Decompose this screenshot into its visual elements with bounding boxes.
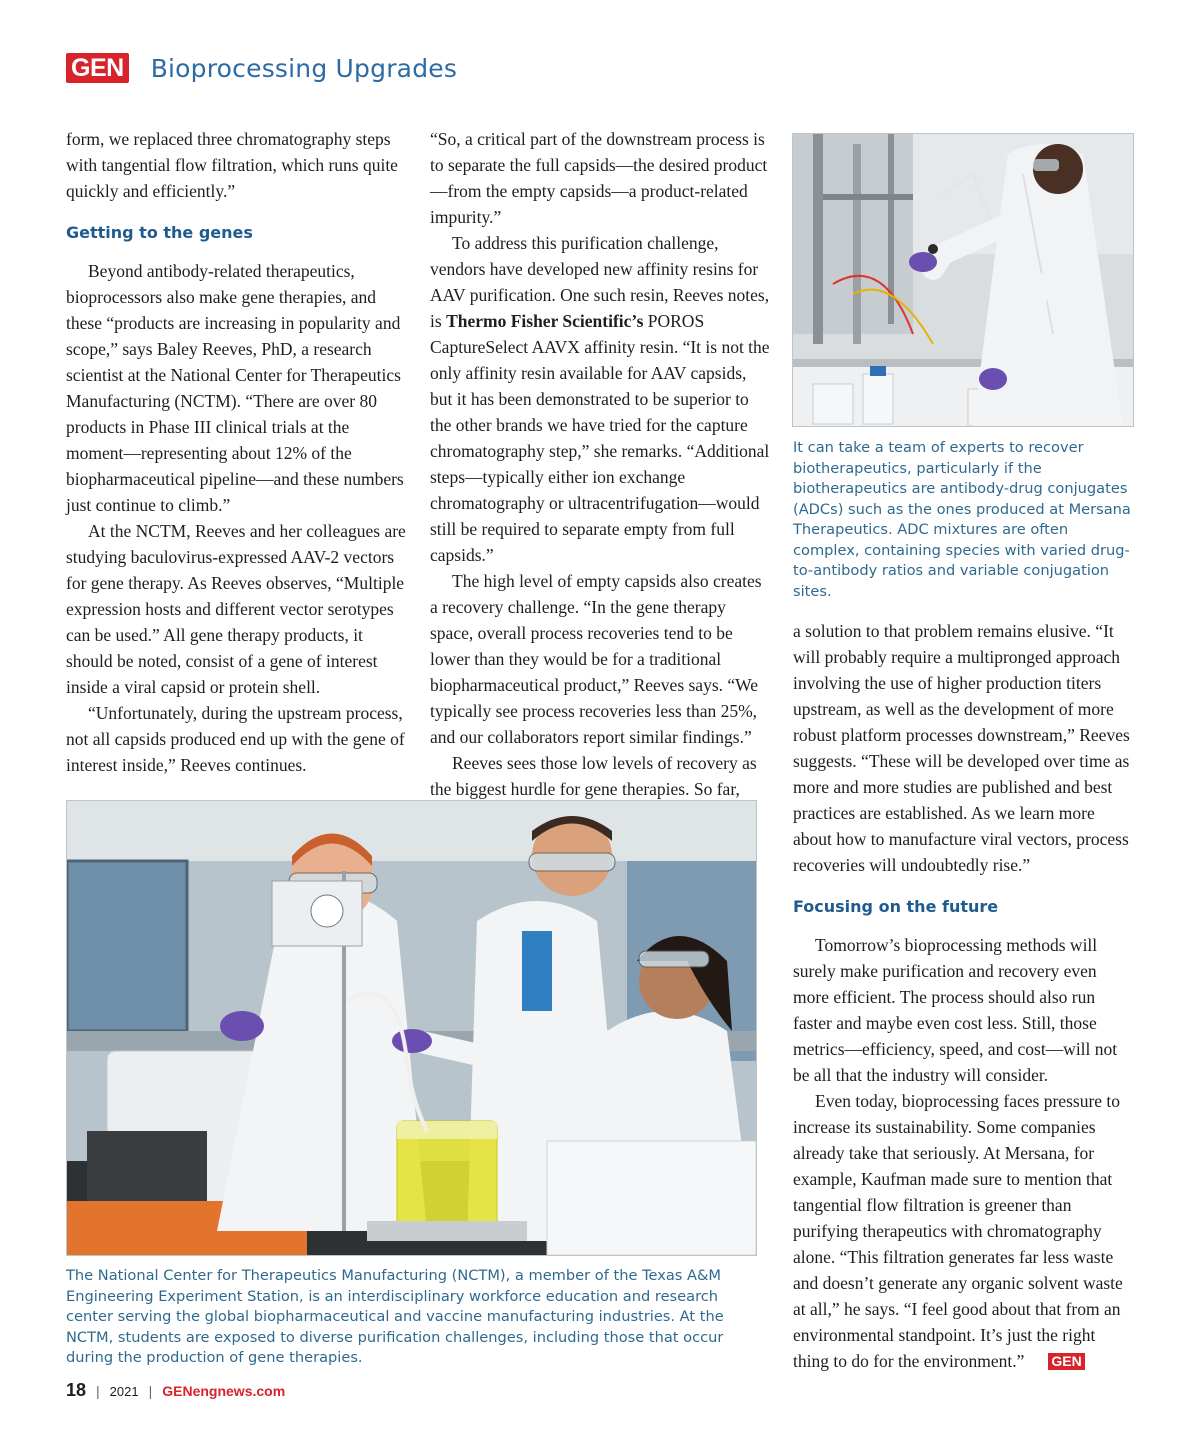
subhead-focusing-on-the-future: Focusing on the future	[793, 897, 999, 916]
paragraph: Tomorrow’s bioprocessing methods will surely make purification and recovery even more efficient. The process should also run faster and maybe even cost less. Still, those metrics—efficiency, speed, and cost—will not be all that the industry will consider.	[793, 935, 1118, 1085]
footer-divider: |	[96, 1383, 100, 1399]
lab-scientist-illustration	[793, 134, 1133, 426]
page-footer	[66, 1380, 285, 1401]
caption-top-right: It can take a team of experts to recover biotherapeutics, particularly if the biotherapeutics are antibody-drug conjugates (ADCs) such as the ones produced at Mersana Therapeutics. ADC mixtures are often complex, containing species with varied drug-to-antibody ratios and variable conjugation sites.	[793, 439, 1131, 600]
paragraph	[793, 1088, 1135, 1374]
footer-divider: |	[148, 1383, 153, 1399]
paragraph	[430, 230, 770, 568]
company-name: Thermo Fisher Scientific’s	[446, 311, 644, 331]
paragraph: Reeves sees those low levels of recovery as the biggest hurdle for gene therapies. So far,	[430, 753, 757, 799]
nctm-students-illustration	[67, 801, 756, 1255]
paragraph-text: To address this purification challenge, vendors have developed new affinity resins for AAV purification. One such resin, Reeves notes, is	[430, 233, 770, 331]
photo-nctm-students	[66, 800, 757, 1256]
footer-website-link[interactable]: GENengnews.com	[162, 1383, 286, 1399]
section-title: Bioprocessing Upgrades	[150, 53, 458, 83]
subhead-getting-to-the-genes: Getting to the genes	[66, 223, 253, 242]
paragraph: form, we replaced three chromatography steps with tangential flow filtration, which runs quite quickly and efficiently.”	[66, 129, 398, 201]
paragraph: “Unfortunately, during the upstream process, not all capsids produced end up with the gene of interest inside,” Reeves continues.	[66, 703, 405, 775]
gen-logo: GEN	[66, 53, 129, 83]
caption-bottom-left: The National Center for Therapeutics Manufacturing (NCTM), a member of the Texas A&M Engineering Experiment Station, is an interdisciplinary workforce education and research center serving the global biopharmaceutical and vaccine manufacturing industries. At the NCTM, students are exposed to diverse purification challenges, including those that occur during the production of gene therapies.	[66, 1267, 724, 1366]
paragraph: The high level of empty capsids also creates a recovery challenge. “In the gene therapy space, overall process recoveries tend to be lower than they would be for a traditional biopharmaceutical product,” Reeves says. “We typically see process recoveries less than 25%, and our collaborators report similar findings.”	[430, 571, 762, 747]
gen-end-mark-logo: GEN	[1048, 1353, 1084, 1370]
article-column-1	[66, 126, 408, 778]
paragraph: At the NCTM, Reeves and her colleagues are studying baculovirus-expressed AAV-2 vectors for gene therapy. As Reeves observes, “Multiple expression hosts and different vector serotypes can be used.” All gene therapy products, it should be noted, consist of a gene of interest inside a viral capsid or protein shell.	[66, 521, 406, 697]
paragraph: Beyond antibody-related therapeutics, bioprocessors also make gene therapies, and these “products are increasing in popularity and scope,” says Baley Reeves, PhD, a research scientist at the National Center for Therapeutics Manufacturing (NCTM). “There are over 80 products in Phase III clinical trials at the moment—representing about 12% of the biopharmaceutical pipeline—and these numbers just continue to climb.”	[66, 261, 404, 515]
page-header	[66, 50, 457, 86]
page-number: 18	[66, 1380, 87, 1400]
article-column-2	[430, 126, 770, 802]
article-column-3	[793, 618, 1135, 1374]
paragraph-text: POROS CaptureSelect AAVX affinity resin. “It is not the only affinity resin available for AAV capsids, but it has been demonstrated to be superior to the other brands we have tried for the capture chromatography step,” she remarks. “Additional steps—typically either ion exchange chromatography or ultracentrifugation—would still be required to separate empty from full capsids.”	[430, 311, 770, 565]
paragraph-text: Even today, bioprocessing faces pressure to increase its sustainability. Some companies already take that seriously. At Mersana, for example, Kaufman made sure to mention that tangential flow filtration is greener than purifying therapeutics with chromatography alone. “This filtration generates far less waste and doesn’t generate any organic solvent waste at all,” he says. “I feel good about that from an environmental standpoint. It’s just the right thing to do for the environment.”	[793, 1091, 1123, 1371]
paragraph: “So, a critical part of the downstream process is to separate the full capsids—the desired product—from the empty capsids—a product-related impurity.”	[430, 129, 768, 227]
paragraph: a solution to that problem remains elusive. “It will probably require a multipronged approach involving the use of higher production titers upstream, as well as the development of more robust platform processes downstream,” Reeves suggests. “These will be developed over time as more and more studies are published and best practices are established. As we learn more about how to manufacture viral vectors, process recoveries will undoubtedly rise.”	[793, 621, 1130, 875]
footer-year: 2021	[109, 1384, 139, 1399]
photo-lab-scientist	[792, 133, 1134, 427]
